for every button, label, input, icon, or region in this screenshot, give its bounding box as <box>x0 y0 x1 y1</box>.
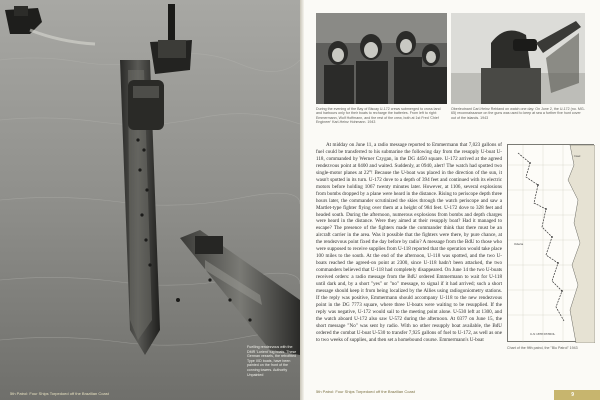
article-body <box>316 142 502 387</box>
caption-map: Chart of the fifth patrol, the "Blu Patrol" 1943 <box>507 346 578 350</box>
page-number: 9 <box>571 392 574 398</box>
map-label: Insel <box>574 154 581 158</box>
crew-photo <box>316 13 447 104</box>
page-number-tab <box>554 390 600 400</box>
body-paragraph: At midday on June 11, a radio message reported to Emmermann that 7,023 gallons of fuel could be transferred to his submarine the following day from the resupply U-boat U-118, commanded by Werner Czygan, in the DG 4450 square. U-172 arrived at the agreed rendezvous point at 0400 and waited. Suddenly, at 0940, alert! The watch had spotted two single-motor planes at 22°! Because the U-boat was placed in the direction of the sun, it wasn't spotted in its turn. U-172 dove to a depth of 394 feet and continued with its electric motors before holding 1067 twenty minutes later. However, at 1106, several explosions from bombs dropped by a plane were heard in the distance. Rising to periscope depth three hours later, the commander scrutinized the skies through the watch periscope and saw a Martlet-type fighter flying over them at a height of 984 feet. U-172 dove to 328 feet and headed south. During the afternoon, numerous explosions from bombs and depth charges were heard in the distance. Were they aimed at their resupply boat? Had it managed to escape? The presence of the fighters made the commander think that there must be an aircraft carrier in the area. Was it possible that the fighters were there, by pure chance, at the rendezvous point fixed the day before by radio? A message from the BdU to those who were supposed to receive supplies from U-118 reported that the operation would take place 100 miles to the south. At the end of the afternoon, U-118 was spotted, and the two U-boats reached the agreed-on point at 2300, since U-118 hadn't been attacked, the two commanders believed that U-118 had completely disappeared. On June 14 the two U-boats received orders: a radio message from the BdU ordered Emmermann to wait for U-118 until dark and, by a short "yes" or "no" message, to signal if it had arrived; such a short message should keep it from being localized by the Allies using radiogoniometry stations. If the reply was positive, Emmermann should accompany U-118 to the new rendezvous point in the DG 7773 square, where three U-boats were waiting to be resupplied. If the reply was negative, U-172 would sail to the meeting point alone. U-530 left at 1300, and the watch aboard U-172 also saw U-572 during the afternoon. At 0377 on June 15, the short message "No" was sent by radio. With no other resupply boat available, the BdU ordered the combat U-boat U-530 to transfer 7,925 gallons of fuel to U-172, as well as one to two weeks of supplies, and then set a homebound course. Emmermann's U-boat <box>316 142 502 343</box>
left-running-footer: 5th Patrol: Four Ships Torpedoed off the Brazilian Coast <box>10 391 109 396</box>
caption-binocular-photo: Oberleutnant Carl-Heinz Rebland on watch one day: On June 2, the U-172 (no. MG-65) reconnaissance on the guns was used to keep at sea a further five hunt cover out of the islands. 1943 <box>451 107 585 120</box>
running-footer: 5th Patrol: Four Ships Torpedoed off the Brazilian Coast <box>316 389 415 394</box>
map-label: C-N 1878 PATROL <box>530 332 556 336</box>
right-page <box>304 0 600 400</box>
patrol-route-map <box>507 144 594 342</box>
photo-caption: Fuelling rendezvous with the DMR 'Lorient' tug boats. These German vessels, the retrofitted Type IXD boats, have been painted on the front of the conning towers. Authority Unpainted <box>247 345 297 377</box>
binocular-photo <box>451 13 585 104</box>
caption-crew-photo: During the evening of the Bay of Biscay U-172 crews submerged to cross land and harbours only for their boats to recharge the batteries. From left to right: Emmermann, Wolf Hoffmann, and the rest of the crew, both at 1st Fred 'Chief Engineer' Karl-Heinz Hohmann. 1943 <box>316 107 441 125</box>
map-label: Oderta <box>514 242 524 246</box>
